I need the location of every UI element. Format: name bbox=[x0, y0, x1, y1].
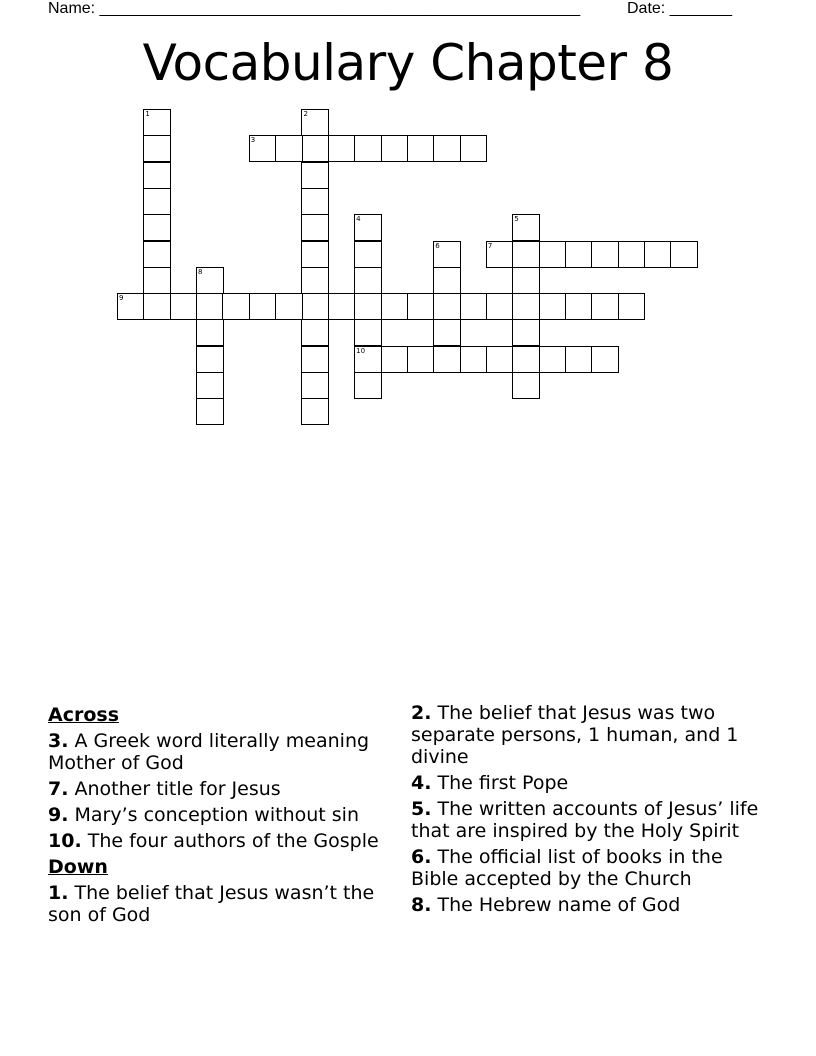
clue-text: The Hebrew name of God bbox=[431, 894, 681, 916]
cell-number: 3 bbox=[250, 136, 256, 145]
clue-text: The belief that Jesus was two separate persons, 1 human, and 1 divine bbox=[411, 702, 739, 768]
crossword-cell[interactable] bbox=[196, 319, 224, 346]
clue-down-5 bbox=[411, 798, 771, 842]
across-heading: Across bbox=[48, 704, 120, 726]
clue-down-6 bbox=[411, 846, 771, 890]
cell-number: 2 bbox=[303, 110, 308, 118]
name-field-label: Name: ______________________________________________________ bbox=[48, 0, 581, 17]
clue-number: 4. bbox=[411, 772, 432, 794]
crossword-cell[interactable] bbox=[460, 293, 488, 320]
crossword-cell[interactable] bbox=[512, 346, 540, 373]
crossword-cell[interactable] bbox=[354, 267, 382, 294]
crossword-cell[interactable] bbox=[539, 293, 567, 320]
crossword-cell[interactable] bbox=[354, 293, 382, 320]
crossword-cell[interactable] bbox=[486, 241, 514, 268]
crossword-cell[interactable] bbox=[433, 135, 461, 162]
crossword-cell[interactable] bbox=[301, 267, 329, 294]
crossword-cell[interactable] bbox=[539, 346, 567, 373]
clue-text: The official list of books in the Bible accepted by the Church bbox=[411, 846, 723, 890]
crossword-cell[interactable] bbox=[301, 319, 329, 346]
clue-text: Another title for Jesus bbox=[68, 778, 281, 800]
crossword-cell[interactable] bbox=[143, 241, 171, 268]
crossword-grid bbox=[0, 0, 816, 440]
crossword-cell[interactable] bbox=[512, 241, 540, 268]
crossword-cell[interactable] bbox=[354, 319, 382, 346]
clue-down-2 bbox=[411, 702, 771, 768]
clue-down-8 bbox=[411, 894, 771, 916]
date-field-label: Date: _______ bbox=[627, 0, 732, 17]
clue-text: The four authors of the Gosple bbox=[81, 830, 379, 852]
crossword-cell[interactable] bbox=[433, 293, 461, 320]
crossword-cell[interactable] bbox=[301, 214, 329, 241]
crossword-cell[interactable] bbox=[143, 267, 171, 294]
crossword-cell[interactable] bbox=[249, 293, 277, 320]
crossword-cell[interactable] bbox=[486, 346, 514, 373]
crossword-cell[interactable] bbox=[381, 346, 409, 373]
clue-across-10 bbox=[48, 830, 398, 852]
crossword-cell[interactable] bbox=[143, 135, 171, 162]
crossword-cell[interactable] bbox=[275, 293, 303, 320]
crossword-cell[interactable] bbox=[301, 135, 329, 162]
cell-number: 10 bbox=[356, 346, 366, 355]
crossword-cell[interactable] bbox=[381, 135, 409, 162]
crossword-cell[interactable] bbox=[301, 372, 329, 399]
crossword-cell[interactable] bbox=[354, 214, 382, 241]
clues-right-column bbox=[411, 702, 771, 920]
clue-number: 2. bbox=[411, 702, 432, 724]
crossword-cell[interactable] bbox=[618, 293, 646, 320]
clues-left-column bbox=[48, 702, 398, 930]
cell-number: 4 bbox=[356, 215, 361, 224]
clue-across-9 bbox=[48, 804, 398, 826]
crossword-cell[interactable] bbox=[486, 293, 514, 320]
crossword-cell[interactable] bbox=[407, 293, 435, 320]
crossword-cell[interactable] bbox=[328, 293, 356, 320]
cell-number: 7 bbox=[487, 241, 493, 250]
clue-text: Mary’s conception without sin bbox=[68, 804, 359, 826]
down-heading: Down bbox=[48, 856, 108, 878]
crossword-cell[interactable] bbox=[143, 214, 171, 241]
clue-number: 7. bbox=[48, 778, 69, 800]
cell-number: 9 bbox=[119, 294, 124, 303]
clue-number: 3. bbox=[48, 730, 69, 752]
crossword-cell[interactable] bbox=[143, 293, 171, 320]
crossword-cell[interactable] bbox=[591, 241, 619, 268]
crossword-cell[interactable] bbox=[512, 214, 540, 241]
crossword-cell[interactable] bbox=[301, 293, 329, 320]
crossword-cell[interactable] bbox=[275, 135, 303, 162]
crossword-cell[interactable] bbox=[670, 241, 698, 268]
page-title: Vocabulary Chapter 8 bbox=[142, 34, 674, 92]
crossword-cell[interactable] bbox=[512, 319, 540, 346]
crossword-cell[interactable] bbox=[512, 267, 540, 294]
crossword-cell[interactable] bbox=[143, 109, 171, 136]
crossword-cell[interactable] bbox=[591, 346, 619, 373]
cell-number: 6 bbox=[435, 241, 440, 250]
crossword-cell[interactable] bbox=[565, 293, 593, 320]
crossword-cell[interactable] bbox=[460, 346, 488, 373]
crossword-cell[interactable] bbox=[143, 188, 171, 215]
crossword-cell[interactable] bbox=[618, 241, 646, 268]
crossword-cell[interactable] bbox=[354, 372, 382, 399]
crossword-cell[interactable] bbox=[433, 241, 461, 268]
cell-number: 8 bbox=[198, 267, 203, 276]
crossword-cell[interactable] bbox=[644, 241, 672, 268]
crossword-cell[interactable] bbox=[433, 319, 461, 346]
clue-number: 8. bbox=[411, 894, 432, 916]
crossword-cell[interactable] bbox=[301, 398, 329, 425]
clue-across-3 bbox=[48, 730, 398, 774]
crossword-cell[interactable] bbox=[512, 293, 540, 320]
cell-number: 5 bbox=[514, 215, 519, 224]
clue-number: 10. bbox=[48, 830, 82, 852]
crossword-cell[interactable] bbox=[301, 188, 329, 215]
clue-text: The first Pope bbox=[431, 772, 569, 794]
crossword-cell[interactable] bbox=[117, 293, 145, 320]
crossword-cell[interactable] bbox=[301, 162, 329, 189]
crossword-cell[interactable] bbox=[433, 267, 461, 294]
crossword-cell[interactable] bbox=[249, 135, 277, 162]
clue-text: A Greek word literally meaning Mother of God bbox=[48, 730, 370, 774]
clue-text: The belief that Jesus wasn’t the son of God bbox=[48, 882, 375, 926]
crossword-cell[interactable] bbox=[407, 346, 435, 373]
crossword-cell[interactable] bbox=[460, 135, 488, 162]
crossword-cell[interactable] bbox=[196, 293, 224, 320]
crossword-cell[interactable] bbox=[196, 267, 224, 294]
crossword-cell[interactable] bbox=[354, 346, 382, 373]
crossword-cell[interactable] bbox=[565, 241, 593, 268]
crossword-cell[interactable] bbox=[301, 109, 329, 136]
cell-number: 1 bbox=[145, 110, 150, 118]
crossword-cell[interactable] bbox=[354, 241, 382, 268]
crossword-cell[interactable] bbox=[591, 293, 619, 320]
clue-across-7 bbox=[48, 778, 398, 800]
crossword-cell[interactable] bbox=[433, 346, 461, 373]
crossword-cell[interactable] bbox=[143, 162, 171, 189]
clue-number: 6. bbox=[411, 846, 432, 868]
crossword-cell[interactable] bbox=[407, 135, 435, 162]
crossword-cell[interactable] bbox=[381, 293, 409, 320]
clue-number: 9. bbox=[48, 804, 69, 826]
clue-down-1 bbox=[48, 882, 398, 926]
crossword-cell[interactable] bbox=[301, 241, 329, 268]
crossword-cell[interactable] bbox=[539, 241, 567, 268]
crossword-cell[interactable] bbox=[301, 346, 329, 373]
crossword-cell[interactable] bbox=[565, 346, 593, 373]
crossword-cell[interactable] bbox=[512, 372, 540, 399]
crossword-cell[interactable] bbox=[354, 135, 382, 162]
clue-text: The written accounts of Jesus’ life that are inspired by the Holy Spirit bbox=[411, 798, 759, 842]
clue-down-4 bbox=[411, 772, 771, 794]
clue-number: 5. bbox=[411, 798, 432, 820]
crossword-cell[interactable] bbox=[222, 293, 250, 320]
crossword-cell[interactable] bbox=[196, 372, 224, 399]
clue-number: 1. bbox=[48, 882, 69, 904]
crossword-cell[interactable] bbox=[196, 346, 224, 373]
crossword-cell[interactable] bbox=[196, 398, 224, 425]
crossword-cell[interactable] bbox=[328, 135, 356, 162]
crossword-cell[interactable] bbox=[170, 293, 198, 320]
